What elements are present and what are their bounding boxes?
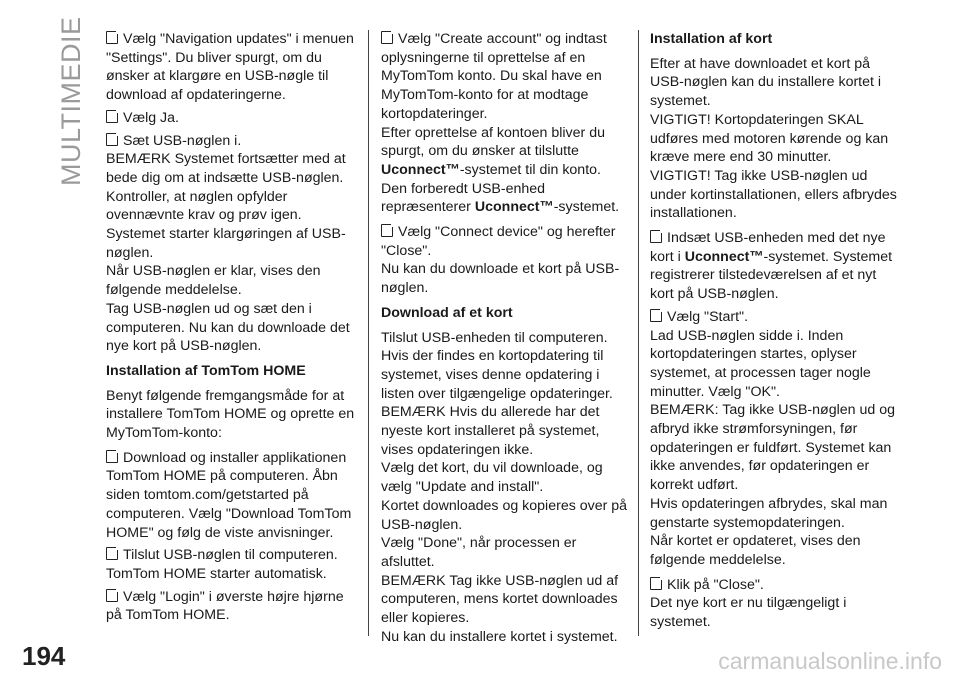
paragraph: Vælg "Done", når processen er afsluttet. bbox=[381, 535, 577, 570]
section-heading: Installation af kort bbox=[650, 31, 773, 47]
page-number: 194 bbox=[22, 641, 66, 671]
column-2 bbox=[381, 30, 629, 653]
column-1 bbox=[106, 30, 360, 629]
checkbox-icon bbox=[381, 31, 393, 44]
step-item: Download og installer applikationen TomTom HOME på computeren. Åbn siden tomtom.com/getstarted på computeren. Vælg "Download TomTom HOME" og følg de viste anvisninger. bbox=[106, 449, 352, 541]
paragraph: BEMÆRK: Tag ikke USB-nøglen ud og afbryd ikke strømforsyningen, før opdateringen er fuldført. Systemet kan ikke anvendes, før opdateringen er korrekt udført. bbox=[650, 402, 895, 494]
paragraph: Vælg det kort, du vil downloade, og vælg "Update and install". bbox=[381, 460, 603, 496]
column-3 bbox=[650, 30, 900, 638]
checkbox-icon bbox=[650, 577, 662, 590]
checkbox-icon bbox=[106, 450, 118, 463]
paragraph: Når USB-nøglen er klar, vises den følgende meddelelse. bbox=[106, 263, 321, 299]
paragraph: Hvis opdateringen afbrydes, skal man genstarte systemopdateringen. bbox=[650, 495, 888, 531]
column-divider bbox=[368, 30, 369, 636]
checkbox-icon bbox=[381, 224, 393, 237]
paragraph: Tag USB-nøglen ud og sæt den i computeren. Nu kan du downloade det nye kort på USB-nøglen. bbox=[106, 300, 350, 355]
section-label bbox=[52, 16, 92, 186]
step-item: Vælg "Navigation updates" i menuen "Settings". Du bliver spurgt, om du ønsker at klargøre en USB-nøgle til download af opdateringerne. bbox=[106, 31, 354, 104]
paragraph: Det nye kort er nu tilgængeligt i systemet. bbox=[650, 595, 847, 631]
paragraph: Benyt følgende fremgangsmåde for at installere TomTom HOME og oprette en MyTomTom-konto: bbox=[106, 387, 355, 442]
paragraph: Efter at have downloadet et kort på USB-nøglen kan du installere kortet i systemet. bbox=[650, 55, 882, 110]
step-item: Klik på "Close". bbox=[650, 576, 900, 595]
step-item: Indsæt USB-enheden med det nye kort i Uconnect™-systemet. Systemet registrerer tilstedeværelsen af et nyt kort på USB-nøglen. bbox=[650, 230, 893, 303]
paragraph: Efter oprettelse af kontoen bliver du spurgt, om du ønsker at tilslutte Uconnect™-systemet til din konto. Den forberedt USB-enhed repræsenterer Uconnect™-systemet. bbox=[381, 124, 620, 216]
section-heading: Installation af TomTom HOME bbox=[106, 362, 306, 379]
checkbox-icon bbox=[106, 133, 118, 146]
paragraph: BEMÆRK Systemet fortsætter med at bede dig om at indsætte USB-nøglen. Kontroller, at nøglen opfylder ovennævnte krav og prøv igen. Systemet starter klargøringen af USB-nøglen. bbox=[106, 151, 346, 261]
step-item: Sæt USB-nøglen i. bbox=[106, 132, 360, 151]
step-item: Vælg "Start". bbox=[650, 308, 900, 327]
watermark: carmanualsonline.info bbox=[718, 648, 942, 674]
paragraph: VIGTIGT! Kortopdateringen SKAL udføres med motoren kørende og kan kræve mere end 30 minutter. bbox=[650, 111, 889, 166]
brand-name: Uconnect™ bbox=[381, 161, 460, 178]
brand-name: Uconnect™ bbox=[684, 248, 764, 265]
paragraph: VIGTIGT! Tag ikke USB-nøglen ud under kortinstallationen, ellers afbrydes installationen. bbox=[650, 167, 897, 222]
step-item: Vælg "Create account" og indtast oplysningerne til oprettelse af en MyTomTom konto. Du skal have en MyTomTom-konto for at modtage kortopdateringer. bbox=[381, 31, 607, 122]
section-label-text: MULTIMEDIE bbox=[56, 16, 86, 186]
checkbox-icon bbox=[106, 110, 118, 123]
checkbox-icon bbox=[106, 31, 118, 44]
column-divider bbox=[638, 30, 639, 636]
brand-name: Uconnect™ bbox=[474, 199, 554, 216]
section-heading: Download af et kort bbox=[381, 304, 513, 321]
step-item: Tilslut USB-nøglen til computeren. TomTom HOME starter automatisk. bbox=[106, 547, 338, 582]
step-item: Vælg Ja. bbox=[106, 109, 360, 128]
checkbox-icon bbox=[650, 230, 662, 243]
checkbox-icon bbox=[106, 547, 118, 560]
checkbox-icon bbox=[650, 309, 662, 322]
checkbox-icon bbox=[106, 589, 118, 602]
step-item: Vælg "Connect device" og herefter "Close". bbox=[381, 224, 616, 259]
step-item: Vælg "Login" i øverste højre hjørne på TomTom HOME. bbox=[106, 588, 344, 624]
paragraph: Når kortet er opdateret, vises den følgende meddelelse. bbox=[650, 533, 861, 568]
paragraph: BEMÆRK Hvis du allerede har det nyeste kort installeret på systemet, vises opdateringen ikke. bbox=[381, 404, 600, 458]
paragraph: Kortet downloades og kopieres over på USB-nøglen. bbox=[381, 497, 628, 533]
paragraph: Tilslut USB-enheden til computeren. Hvis der findes en kortopdatering til systemet, vises denne opdatering i listen over tilgængelige opdateringer. bbox=[381, 329, 613, 402]
paragraph: Nu kan du downloade et kort på USB-nøglen. bbox=[381, 261, 620, 297]
paragraph: Nu kan du installere kortet i systemet. bbox=[381, 628, 618, 645]
paragraph: Lad USB-nøglen sidde i. Inden kortopdateringen startes, oplyser systemet, at processen tager nogle minutter. Vælg "OK". bbox=[650, 327, 871, 400]
paragraph: BEMÆRK Tag ikke USB-nøglen ud af computeren, mens kortet downloades eller kopieres. bbox=[381, 572, 619, 627]
